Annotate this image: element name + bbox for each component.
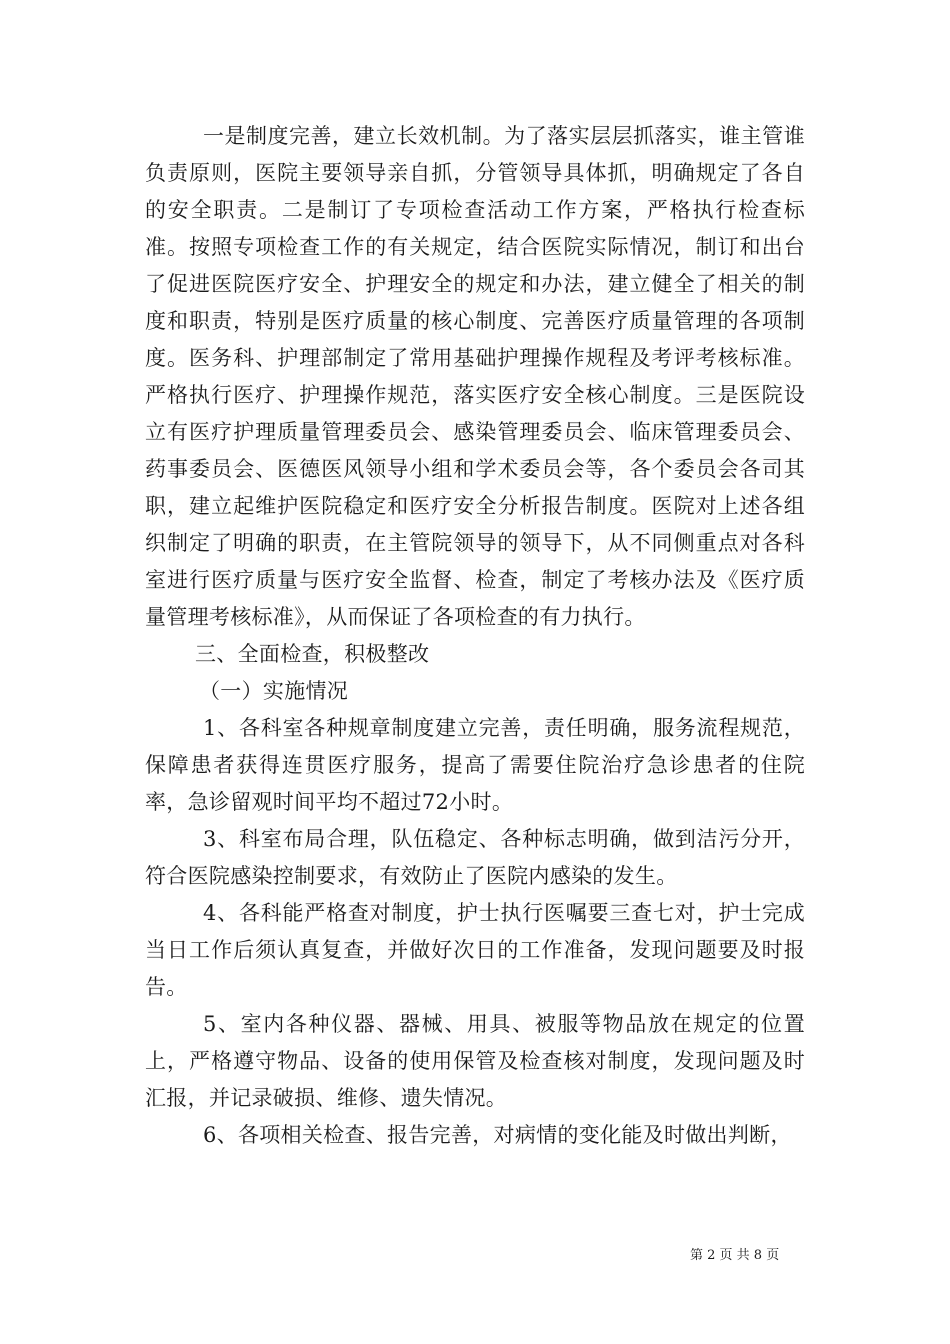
- list-item-1: 1、各科室各种规章制度建立完善，责任明确，服务流程规范，保障患者获得连贯医疗服务，提高了需要住院治疗急诊患者的住院率，急诊留观时间平均不超过72小时。: [145, 716, 805, 814]
- list-item-6: 6、各项相关检查、报告完善，对病情的变化能及时做出判断，: [203, 1123, 792, 1147]
- subsection-heading-implementation: （一）实施情况: [199, 679, 349, 703]
- list-item-3: 3、科室布局合理，队伍稳定、各种标志明确，做到洁污分开，符合医院感染控制要求，有效防止了医院内感染的发生。: [145, 827, 805, 888]
- list-item-4: 4、各科能严格查对制度，护士执行医嘱要三查七对，护士完成当日工作后须认真复查，并做好次日的工作准备，发现问题要及时报告。: [145, 901, 805, 999]
- section-heading-inspection: 三、全面检查，积极整改: [195, 642, 430, 666]
- paragraph-system-improvement: 一是制度完善，建立长效机制。为了落实层层抓落实，谁主管谁负责原则，医院主要领导亲自抓，分管领导具体抓，明确规定了各自的安全职责。二是制订了专项检查活动工作方案，严格执行检查标准。按照专项检查工作的有关规定，结合医院实际情况，制订和出台了促进医院医疗安全、护理安全的规定和办法，建立健全了相关的制度和职责，特别是医疗质量的核心制度、完善医疗质量管理的各项制度。医务科、护理部制定了常用基础护理操作规程及考评考核标准。严格执行医疗、护理操作规范，落实医疗安全核心制度。三是医院设立有医疗护理质量管理委员会、感染管理委员会、临床管理委员会、药事委员会、医德医风领导小组和学术委员会等，各个委员会各司其职，建立起维护医院稳定和医疗安全分析报告制度。医院对上述各组织制定了明确的职责，在主管院领导的领导下，从不同侧重点对各科室进行医疗质量与医疗安全监督、检查，制定了考核办法及《医疗质量管理考核标准》，从而保证了各项检查的有力执行。: [145, 124, 805, 629]
- page-number-footer: 第 2 页 共 8 页: [690, 1248, 780, 1263]
- list-item-5: 5、室内各种仪器、器械、用具、被服等物品放在规定的位置上，严格遵守物品、设备的使用保管及检查核对制度，发现问题及时汇报，并记录破损、维修、遗失情况。: [145, 1012, 805, 1110]
- document-body: [145, 118, 805, 1154]
